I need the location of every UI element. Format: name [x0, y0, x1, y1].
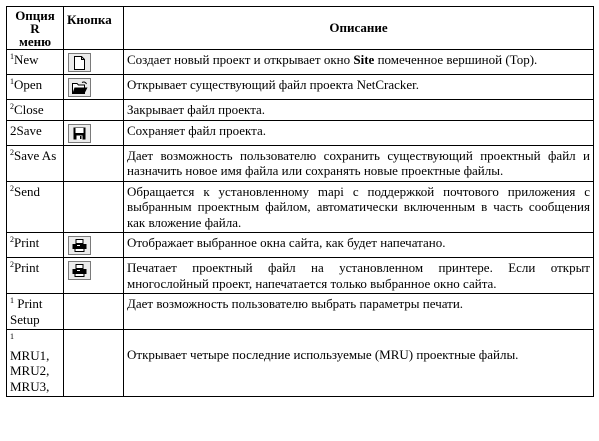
footnote-marker: 1 — [10, 52, 14, 61]
header-button: Кнопка — [64, 7, 124, 50]
option-label: Close — [14, 102, 44, 117]
footnote-marker: 2 — [10, 260, 14, 269]
option-label: Open — [14, 77, 43, 92]
description-cell: Дает возможность пользователю сохранить существующий проектный файл и назначить новое имя файла или сохранять новые проектные файлы. — [124, 145, 594, 181]
option-cell — [7, 330, 64, 397]
table-row — [7, 50, 594, 75]
floppy-disk-icon[interactable] — [68, 124, 91, 143]
footnote-marker: 2 — [10, 235, 14, 244]
option-cell — [7, 50, 64, 75]
table-row — [7, 181, 594, 233]
button-cell — [64, 100, 124, 121]
menu-options-table — [6, 6, 594, 397]
table-row — [7, 330, 594, 397]
table-row — [7, 75, 594, 100]
option-cell — [7, 75, 64, 100]
description-cell: Печатает проектный файл на установленном принтере. Если открыт многослойный проект, напечатается только выбранное окно сайта. — [124, 258, 594, 294]
description-cell — [124, 50, 594, 75]
button-cell — [64, 145, 124, 181]
description-cell: Обращается к установленному mapi с поддержкой почтового приложения с выбранным проектным файлом, автоматически включенным в часть сообщения как вложение файла. — [124, 181, 594, 233]
printer-icon[interactable] — [68, 261, 91, 280]
table-row — [7, 120, 594, 145]
option-cell — [7, 181, 64, 233]
description-cell: Открывает существующий файл проекта NetCracker. — [124, 75, 594, 100]
description-cell: Сохраняет файл проекта. — [124, 120, 594, 145]
button-cell — [64, 258, 124, 294]
option-label: Send — [14, 183, 40, 199]
description-text: помеченное вершиной (Top). — [374, 52, 538, 67]
option-label: Save As — [14, 147, 57, 163]
button-cell — [64, 233, 124, 258]
description-cell: Отображает выбранное окна сайта, как будет напечатано. — [124, 233, 594, 258]
header-description: Описание — [124, 7, 594, 50]
option-cell — [7, 120, 64, 145]
header-option-line2: меню — [18, 33, 52, 49]
option-label: Print — [14, 260, 40, 275]
footnote-marker: 2 — [10, 102, 14, 111]
option-cell — [7, 233, 64, 258]
table-header-row — [7, 7, 594, 50]
option-label: 2Save — [10, 122, 42, 138]
button-cell — [64, 120, 124, 145]
footnote-marker: 1 — [10, 332, 14, 341]
description-cell — [124, 330, 594, 397]
description-bold: Site — [353, 52, 375, 67]
button-cell — [64, 294, 124, 330]
table-row — [7, 145, 594, 181]
table-row — [7, 100, 594, 121]
option-cell — [7, 294, 64, 330]
option-label: MRU1, MRU2, MRU3, — [10, 347, 50, 394]
printer-icon[interactable] — [68, 236, 91, 255]
footnote-marker: 2 — [10, 147, 14, 157]
button-cell — [64, 330, 124, 397]
new-file-icon[interactable] — [68, 53, 91, 72]
footnote-marker: 2 — [10, 183, 14, 193]
button-cell — [64, 181, 124, 233]
button-cell — [64, 75, 124, 100]
button-cell — [64, 50, 124, 75]
description-text: Создает новый проект и открывает окно — [127, 52, 354, 67]
description-cell: Дает возможность пользователю выбрать параметры печати. — [124, 294, 594, 330]
option-label: Print Setup — [10, 296, 43, 327]
table-row — [7, 294, 594, 330]
table-row — [7, 233, 594, 258]
option-label: New — [14, 52, 39, 67]
description-text: Открывает четыре последние используемые (MRU) проектные файлы. — [127, 347, 519, 362]
footnote-marker: 1 — [10, 296, 14, 305]
option-cell — [7, 258, 64, 294]
open-folder-icon[interactable] — [68, 78, 91, 97]
header-option-line1: Опция R — [15, 7, 55, 36]
option-cell — [7, 100, 64, 121]
footnote-marker: 1 — [10, 77, 14, 86]
description-cell: Закрывает файл проекта. — [124, 100, 594, 121]
header-option — [7, 7, 64, 50]
option-cell — [7, 145, 64, 181]
document — [6, 6, 593, 397]
option-label: Print — [14, 235, 40, 250]
table-row — [7, 258, 594, 294]
